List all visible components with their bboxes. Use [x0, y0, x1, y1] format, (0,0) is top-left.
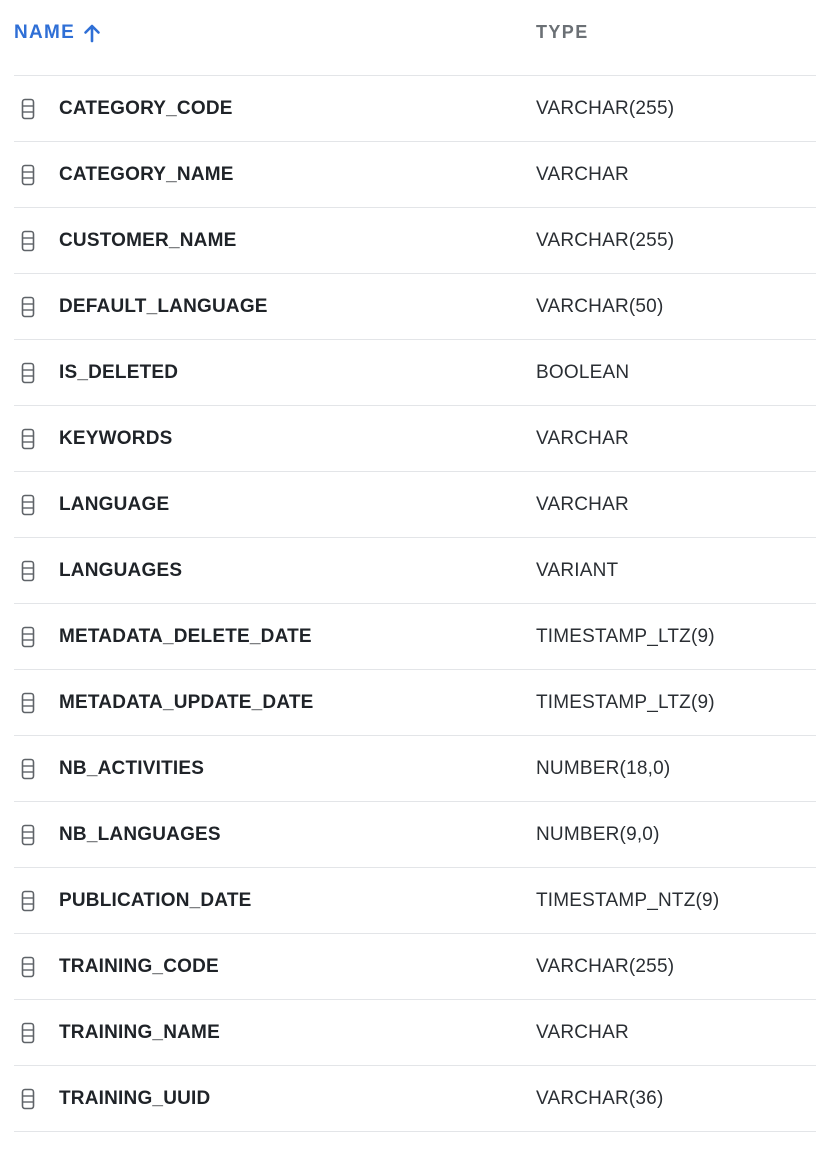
column-type: VARCHAR	[536, 493, 629, 515]
column-type: TIMESTAMP_NTZ(9)	[536, 889, 720, 911]
column-icon	[21, 164, 35, 186]
type-column-header[interactable]: TYPE	[536, 22, 589, 42]
column-icon	[21, 824, 35, 846]
column-type: TIMESTAMP_LTZ(9)	[536, 625, 715, 647]
table-body	[14, 76, 816, 1132]
column-type: VARCHAR(50)	[536, 295, 664, 317]
column-name: METADATA_UPDATE_DATE	[59, 691, 314, 713]
column-name: PUBLICATION_DATE	[59, 889, 252, 911]
column-icon	[21, 890, 35, 912]
table-row[interactable]	[14, 538, 816, 604]
column-name: IS_DELETED	[59, 361, 179, 383]
column-type: VARCHAR	[536, 1021, 629, 1043]
column-icon	[21, 362, 35, 384]
column-name: LANGUAGE	[59, 493, 170, 515]
table-row[interactable]	[14, 736, 816, 802]
table-row[interactable]	[14, 670, 816, 736]
arrow-up-icon[interactable]	[83, 23, 101, 43]
column-icon	[21, 692, 35, 714]
table-row[interactable]	[14, 274, 816, 340]
column-type: VARCHAR	[536, 427, 629, 449]
table-row[interactable]	[14, 934, 816, 1000]
name-column-header[interactable]	[14, 22, 101, 44]
column-name: NB_LANGUAGES	[59, 823, 221, 845]
table-row[interactable]	[14, 802, 816, 868]
table-row[interactable]	[14, 868, 816, 934]
column-name: LANGUAGES	[59, 559, 183, 581]
columns-table	[14, 0, 816, 1132]
column-type: VARCHAR(255)	[536, 955, 675, 977]
column-type: VARCHAR(36)	[536, 1087, 664, 1109]
table-row[interactable]	[14, 142, 816, 208]
column-name: METADATA_DELETE_DATE	[59, 625, 312, 647]
column-type: NUMBER(18,0)	[536, 757, 671, 779]
column-type: NUMBER(9,0)	[536, 823, 660, 845]
column-name: KEYWORDS	[59, 427, 173, 449]
column-name: CATEGORY_NAME	[59, 163, 234, 185]
table-row[interactable]	[14, 76, 816, 142]
column-icon	[21, 1022, 35, 1044]
column-icon	[21, 626, 35, 648]
table-row[interactable]	[14, 406, 816, 472]
column-name: TRAINING_NAME	[59, 1021, 220, 1043]
column-icon	[21, 494, 35, 516]
column-type: VARCHAR	[536, 163, 629, 185]
column-icon	[21, 428, 35, 450]
table-row[interactable]	[14, 604, 816, 670]
column-type: VARCHAR(255)	[536, 229, 675, 251]
table-row[interactable]	[14, 340, 816, 406]
column-name: CUSTOMER_NAME	[59, 229, 237, 251]
column-name: CATEGORY_CODE	[59, 97, 233, 119]
table-header	[14, 0, 816, 76]
column-icon	[21, 98, 35, 120]
column-name: TRAINING_UUID	[59, 1087, 211, 1109]
column-icon	[21, 230, 35, 252]
column-type: VARCHAR(255)	[536, 97, 675, 119]
table-row[interactable]	[14, 208, 816, 274]
column-icon	[21, 956, 35, 978]
column-icon	[21, 296, 35, 318]
column-icon	[21, 1088, 35, 1110]
column-type: VARIANT	[536, 559, 619, 581]
column-icon	[21, 758, 35, 780]
column-type: BOOLEAN	[536, 361, 630, 383]
table-row[interactable]	[14, 1066, 816, 1132]
name-header-label: NAME	[14, 21, 76, 43]
column-name: NB_ACTIVITIES	[59, 757, 205, 779]
table-row[interactable]	[14, 472, 816, 538]
table-row[interactable]	[14, 1000, 816, 1066]
column-type: TIMESTAMP_LTZ(9)	[536, 691, 715, 713]
column-name: TRAINING_CODE	[59, 955, 219, 977]
column-name: DEFAULT_LANGUAGE	[59, 295, 268, 317]
column-icon	[21, 560, 35, 582]
